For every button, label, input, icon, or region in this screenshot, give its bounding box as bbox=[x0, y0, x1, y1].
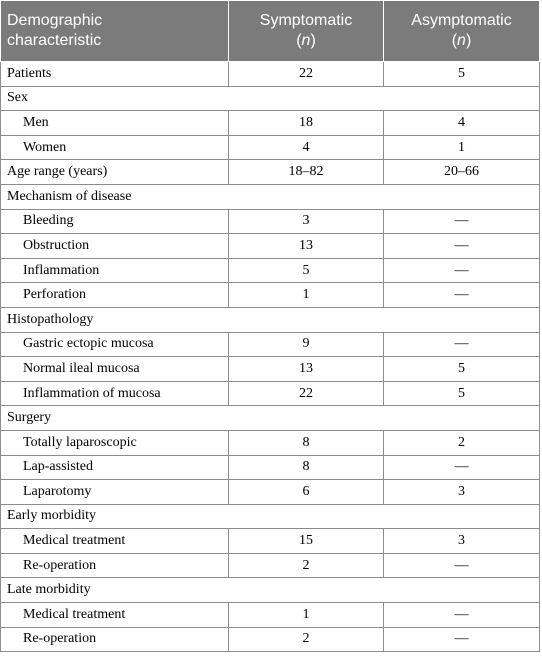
header-asymptomatic: Asymptomatic (n) bbox=[384, 1, 540, 62]
asymptomatic-value: 1 bbox=[384, 135, 540, 160]
row-label: Inflammation bbox=[1, 258, 229, 283]
symptomatic-value: 2 bbox=[229, 627, 384, 652]
row-label: Laparotomy bbox=[1, 480, 229, 505]
asymptomatic-value: — bbox=[384, 603, 540, 628]
table-body bbox=[1, 62, 540, 652]
section-row bbox=[1, 406, 540, 431]
symptomatic-value: 22 bbox=[229, 381, 384, 406]
table-row bbox=[1, 111, 540, 136]
row-label: Age range (years) bbox=[1, 160, 229, 185]
section-row bbox=[1, 86, 540, 111]
section-row bbox=[1, 504, 540, 529]
row-label: Men bbox=[1, 111, 229, 136]
section-row bbox=[1, 184, 540, 209]
table-row bbox=[1, 529, 540, 554]
section-label: Sex bbox=[1, 86, 540, 111]
section-label: Mechanism of disease bbox=[1, 184, 540, 209]
symptomatic-value: 15 bbox=[229, 529, 384, 554]
table-row bbox=[1, 553, 540, 578]
row-label: Obstruction bbox=[1, 234, 229, 259]
asymptomatic-value: 5 bbox=[384, 62, 540, 87]
symptomatic-value: 13 bbox=[229, 234, 384, 259]
asymptomatic-value: — bbox=[384, 627, 540, 652]
header-symptomatic-n: n bbox=[301, 32, 311, 49]
row-label: Inflammation of mucosa bbox=[1, 381, 229, 406]
header-symptomatic: Symptomatic (n) bbox=[229, 1, 384, 62]
table-row bbox=[1, 234, 540, 259]
header-symptomatic-label: Symptomatic bbox=[259, 12, 353, 29]
header-asymptomatic-label: Asymptomatic bbox=[411, 12, 512, 29]
row-label: Women bbox=[1, 135, 229, 160]
table-row bbox=[1, 430, 540, 455]
symptomatic-value: 4 bbox=[229, 135, 384, 160]
table-row bbox=[1, 332, 540, 357]
table-row bbox=[1, 62, 540, 87]
row-label: Gastric ectopic mucosa bbox=[1, 332, 229, 357]
row-label: Medical treatment bbox=[1, 603, 229, 628]
table-row bbox=[1, 357, 540, 382]
row-label: Bleeding bbox=[1, 209, 229, 234]
table-row bbox=[1, 283, 540, 308]
header-characteristic-line1: Demographic bbox=[7, 12, 103, 29]
section-label: Surgery bbox=[1, 406, 540, 431]
symptomatic-value: 3 bbox=[229, 209, 384, 234]
table-row bbox=[1, 135, 540, 160]
row-label: Normal ileal mucosa bbox=[1, 357, 229, 382]
row-label: Lap-assisted bbox=[1, 455, 229, 480]
asymptomatic-value: 3 bbox=[384, 480, 540, 505]
symptomatic-value: 18–82 bbox=[229, 160, 384, 185]
asymptomatic-value: 5 bbox=[384, 381, 540, 406]
header-characteristic bbox=[1, 1, 229, 62]
symptomatic-value: 1 bbox=[229, 603, 384, 628]
symptomatic-value: 9 bbox=[229, 332, 384, 357]
row-label: Re-operation bbox=[1, 627, 229, 652]
row-label: Re-operation bbox=[1, 553, 229, 578]
table-header bbox=[1, 1, 540, 62]
header-row bbox=[1, 1, 540, 62]
asymptomatic-value: 3 bbox=[384, 529, 540, 554]
row-label: Medical treatment bbox=[1, 529, 229, 554]
symptomatic-value: 22 bbox=[229, 62, 384, 87]
symptomatic-value: 13 bbox=[229, 357, 384, 382]
table-row bbox=[1, 480, 540, 505]
symptomatic-value: 8 bbox=[229, 455, 384, 480]
row-label: Totally laparoscopic bbox=[1, 430, 229, 455]
section-row bbox=[1, 578, 540, 603]
header-characteristic-line2: characteristic bbox=[7, 32, 102, 49]
table-row bbox=[1, 209, 540, 234]
asymptomatic-value: 5 bbox=[384, 357, 540, 382]
section-row bbox=[1, 307, 540, 332]
asymptomatic-value: 4 bbox=[384, 111, 540, 136]
table-row bbox=[1, 627, 540, 652]
table-row bbox=[1, 455, 540, 480]
symptomatic-value: 5 bbox=[229, 258, 384, 283]
header-asymptomatic-n: n bbox=[457, 32, 466, 49]
symptomatic-value: 18 bbox=[229, 111, 384, 136]
table-row bbox=[1, 258, 540, 283]
symptomatic-value: 6 bbox=[229, 480, 384, 505]
asymptomatic-value: — bbox=[384, 283, 540, 308]
symptomatic-value: 2 bbox=[229, 553, 384, 578]
row-label: Patients bbox=[1, 62, 229, 87]
asymptomatic-value: 2 bbox=[384, 430, 540, 455]
table-row bbox=[1, 160, 540, 185]
row-label: Perforation bbox=[1, 283, 229, 308]
section-label: Early morbidity bbox=[1, 504, 540, 529]
asymptomatic-value: — bbox=[384, 258, 540, 283]
table-row bbox=[1, 603, 540, 628]
asymptomatic-value: 20–66 bbox=[384, 160, 540, 185]
symptomatic-value: 1 bbox=[229, 283, 384, 308]
asymptomatic-value: — bbox=[384, 234, 540, 259]
asymptomatic-value: — bbox=[384, 455, 540, 480]
section-label: Late morbidity bbox=[1, 578, 540, 603]
section-label: Histopathology bbox=[1, 307, 540, 332]
asymptomatic-value: — bbox=[384, 553, 540, 578]
asymptomatic-value: — bbox=[384, 332, 540, 357]
table-row bbox=[1, 381, 540, 406]
symptomatic-value: 8 bbox=[229, 430, 384, 455]
asymptomatic-value: — bbox=[384, 209, 540, 234]
